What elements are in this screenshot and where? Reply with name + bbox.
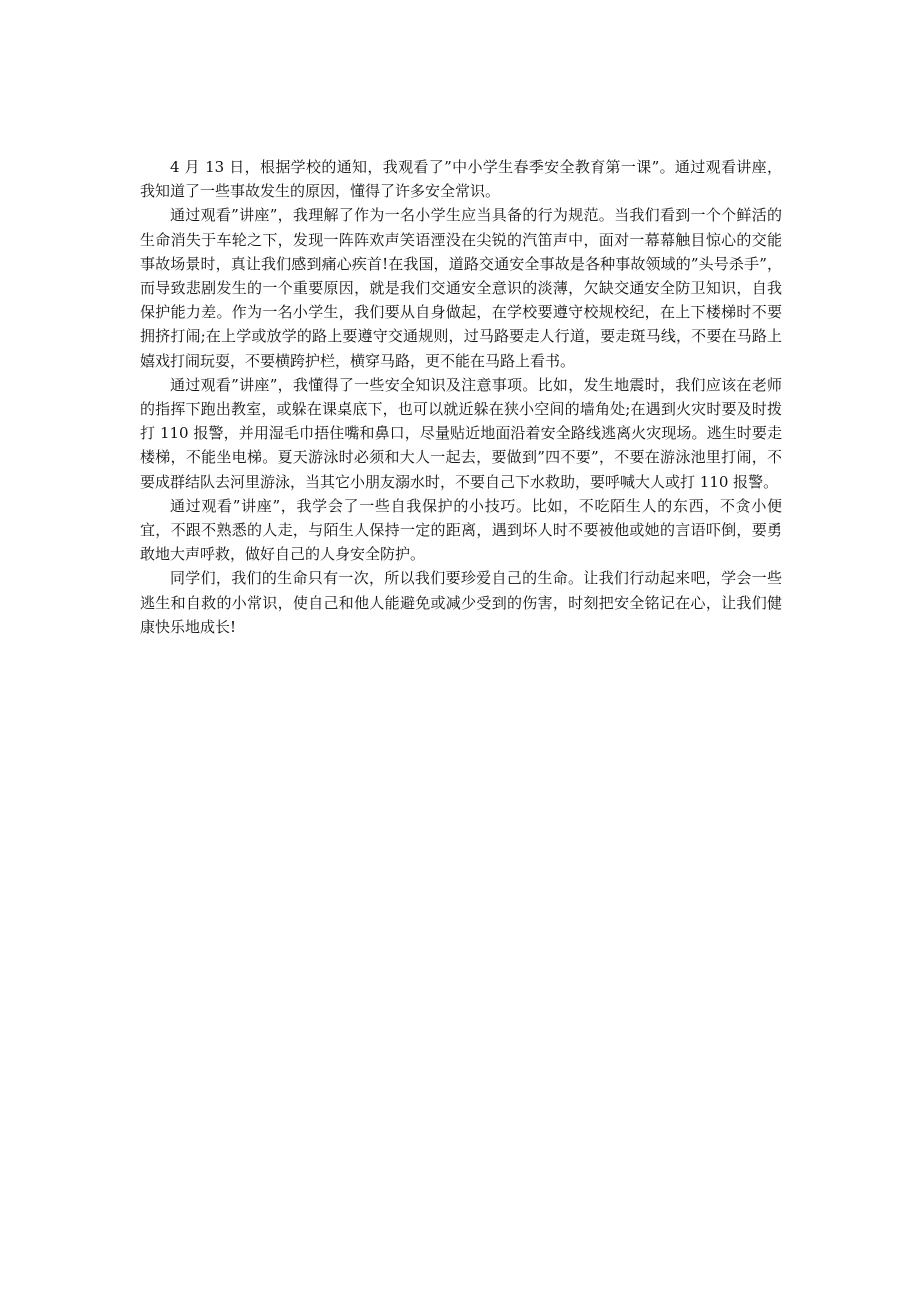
article-body — [140, 155, 782, 639]
paragraph-traffic-safety: 通过观看”讲座”，我理解了作为一名小学生应当具备的行为规范。当我们看到一个个鲜活的生命消失于车轮之下，发现一阵阵欢声笑语湮没在尖锐的汽笛声中，面对一幕幕触目惊心的交能事故场景时，真让我们感到痛心疾首!在我国，道路交通安全事故是各种事故领域的”头号杀手”，而导致悲剧发生的一个重要原因，就是我们交通安全意识的淡薄，欠缺交通安全防卫知识，自我保护能力差。作为一名小学生，我们要从自身做起，在学校要遵守校规校纪，在上下楼梯时不要拥挤打闹;在上学或放学的路上要遵守交通规则，过马路要走人行道，要走斑马线，不要在马路上嬉戏打闹玩耍，不要横跨护栏，横穿马路，更不能在马路上看书。 — [140, 206, 782, 370]
paragraph-intro: 4 月 13 日，根据学校的通知，我观看了”中小学生春季安全教育第一课”。通过观看讲座，我知道了一些事故发生的原因，懂得了许多安全常识。 — [140, 158, 782, 201]
paragraph-conclusion: 同学们，我们的生命只有一次，所以我们要珍爱自己的生命。让我们行动起来吧，学会一些逃生和自救的小常识，使自己和他人能避免或减少受到的伤害，时刻把安全铭记在心，让我们健康快乐地成长! — [140, 569, 782, 636]
paragraph-self-protection: 通过观看”讲座”，我学会了一些自我保护的小技巧。比如，不吃陌生人的东西，不贪小便宜，不跟不熟悉的人走，与陌生人保持一定的距离，遇到坏人时不要被他或她的言语吓倒，要勇敢地大声呼救，做好自己的人身安全防护。 — [140, 496, 782, 564]
paragraph-safety-knowledge: 通过观看”讲座”，我懂得了一些安全知识及注意事项。比如，发生地震时，我们应该在老师的指挥下跑出教室，或躲在课桌底下，也可以就近躲在狭小空间的墙角处;在遇到火灾时要及时拨打 110 报警，并用湿毛巾捂住嘴和鼻口，尽量贴近地面沿着安全路线逃离火灾现场。逃生时要走楼梯，不能坐电梯。夏天游泳时必须和大人一起去，要做到”四不要”，不要在游泳池里打闹，不要成群结队去河里游泳，当其它小朋友溺水时，不要自己下水救助，要呼喊大人或打 110 报警。 — [140, 375, 782, 491]
